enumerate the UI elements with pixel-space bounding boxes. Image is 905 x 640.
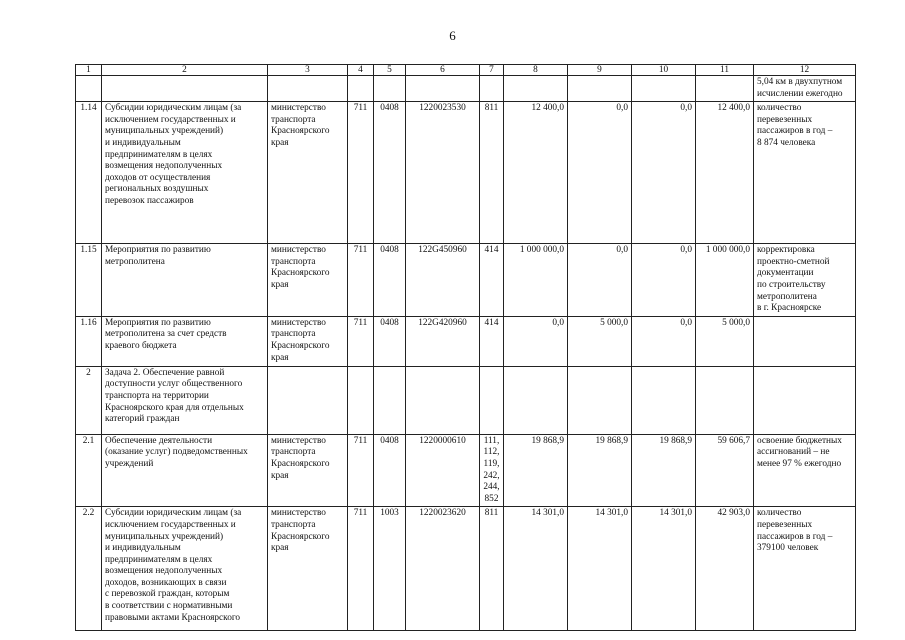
- cell-total: 12 400,0: [696, 102, 754, 244]
- cell-name: [102, 316, 268, 366]
- text-line: транспорта: [271, 519, 316, 530]
- text-line: с перевозкой граждан, которым: [105, 589, 230, 600]
- cell: [102, 76, 268, 102]
- text-line: Красноярского: [271, 458, 330, 469]
- table-row: [76, 244, 856, 317]
- text-line: исчислении ежегодно: [757, 88, 843, 99]
- cell-result: [754, 76, 856, 102]
- text-line: учреждений: [105, 458, 154, 469]
- text-line: 111,: [483, 435, 500, 446]
- cell-total: [696, 366, 754, 434]
- cell-result: [754, 366, 856, 434]
- table-row: [76, 316, 856, 366]
- text-line: метрополитена: [105, 256, 165, 267]
- cell-y2: 5 000,0: [568, 316, 632, 366]
- col-header: 6: [406, 65, 480, 76]
- cell-num: 2.1: [76, 434, 102, 507]
- cell: [568, 76, 632, 102]
- text-line: краевого бюджета: [105, 340, 177, 351]
- cell-y3: 0,0: [632, 102, 696, 244]
- cell-grbs: 711: [348, 244, 374, 317]
- text-line: метрополитена за счет средств: [105, 329, 227, 340]
- cell-y2: 19 868,9: [568, 434, 632, 507]
- text-line: транспорта: [271, 447, 316, 458]
- cell-rzpr: 0408: [374, 244, 406, 317]
- cell-result: [754, 102, 856, 244]
- text-line: региональных воздушных: [105, 184, 209, 195]
- text-line: количество: [757, 508, 802, 519]
- cell-y1: 19 868,9: [504, 434, 568, 507]
- col-header: 3: [268, 65, 348, 76]
- cell-vr: [480, 244, 504, 317]
- text-line: 811: [484, 508, 499, 519]
- col-header: 11: [696, 65, 754, 76]
- cell-total: 59 606,7: [696, 434, 754, 507]
- cell-y3: 19 868,9: [632, 434, 696, 507]
- cell-org: [268, 434, 348, 507]
- cell: [632, 76, 696, 102]
- text-line: возмещения недополученных: [105, 566, 223, 577]
- text-line: исключением государственных и: [105, 519, 236, 530]
- cell-grbs: 711: [348, 316, 374, 366]
- text-line: исключением государственных и: [105, 114, 236, 125]
- cell-grbs: 711: [348, 102, 374, 244]
- cell-csr: 1220000610: [406, 434, 480, 507]
- col-header: 10: [632, 65, 696, 76]
- cell-y3: 0,0: [632, 244, 696, 317]
- cell-y1: [504, 366, 568, 434]
- text-line: освоение бюджетных: [757, 435, 842, 446]
- cell-vr: [480, 102, 504, 244]
- cell-total: 5 000,0: [696, 316, 754, 366]
- text-line: Красноярского: [271, 126, 330, 137]
- cell-name: [102, 507, 268, 631]
- text-line: пассажиров в год –: [757, 126, 833, 137]
- cell-csr: 122G450960: [406, 244, 480, 317]
- cell-y3: 14 301,0: [632, 507, 696, 631]
- page-number: 6: [449, 28, 456, 43]
- cell-num: 1.14: [76, 102, 102, 244]
- text-line: Мероприятия по развитию: [105, 245, 211, 256]
- cell-num: 2.2: [76, 507, 102, 631]
- cell-result: [754, 316, 856, 366]
- text-line: 852: [484, 493, 499, 504]
- text-line: документации: [757, 268, 814, 279]
- text-line: 5,04 км в двухпутном: [757, 77, 843, 87]
- text-line: количество: [757, 103, 802, 114]
- text-line: 379100 человек: [757, 543, 819, 554]
- text-line: края: [271, 352, 289, 363]
- cell-vr: [480, 434, 504, 507]
- cell-org: [268, 316, 348, 366]
- text-line: Красноярского: [271, 268, 330, 279]
- text-line: доступности услуг общественного: [105, 379, 243, 390]
- text-line: Мероприятия по развитию: [105, 317, 211, 328]
- text-line: в г. Красноярске: [757, 303, 822, 314]
- cell-name: [102, 102, 268, 244]
- cell-y2: 0,0: [568, 244, 632, 317]
- cell-rzpr: 0408: [374, 434, 406, 507]
- col-header: 8: [504, 65, 568, 76]
- text-line: транспорта: [271, 329, 316, 340]
- cell-csr: 122G420960: [406, 316, 480, 366]
- cell-vr: [480, 316, 504, 366]
- text-line: Субсидии юридическим лицам (за: [105, 103, 242, 114]
- text-line: муниципальных учреждений): [105, 531, 224, 542]
- text-line: и индивидуальным: [105, 543, 181, 554]
- column-number-row: [76, 65, 856, 76]
- text-line: предпринимателям в целях: [105, 149, 213, 160]
- cell-grbs: 711: [348, 434, 374, 507]
- cell-org: [268, 507, 348, 631]
- cell-y3: [632, 366, 696, 434]
- text-line: пассажиров в год –: [757, 531, 833, 542]
- cell-y2: 14 301,0: [568, 507, 632, 631]
- text-line: 414: [484, 317, 499, 328]
- cell-y2: 0,0: [568, 102, 632, 244]
- cell: [268, 76, 348, 102]
- cell: [348, 76, 374, 102]
- cell-grbs: 711: [348, 507, 374, 631]
- col-header: 5: [374, 65, 406, 76]
- cell: [480, 76, 504, 102]
- cell-vr: [480, 366, 504, 434]
- cell-y1: 1 000 000,0: [504, 244, 568, 317]
- cell-y1: 12 400,0: [504, 102, 568, 244]
- text-line: 244,: [483, 482, 500, 493]
- cell-y2: [568, 366, 632, 434]
- cell-vr: [480, 507, 504, 631]
- text-line: транспорта: [271, 114, 316, 125]
- cell-org: [268, 366, 348, 434]
- text-line: в соответствии с нормативными: [105, 601, 233, 612]
- text-line: возмещения недополученных: [105, 161, 223, 172]
- cell-rzpr: [374, 366, 406, 434]
- text-line: Субсидии юридическим лицам (за: [105, 508, 242, 519]
- col-header: 2: [102, 65, 268, 76]
- col-header: 9: [568, 65, 632, 76]
- text-line: перевезенных: [757, 114, 813, 125]
- cell: [504, 76, 568, 102]
- text-line: министерство: [271, 103, 326, 114]
- cell-csr: 1220023530: [406, 102, 480, 244]
- text-line: министерство: [271, 245, 326, 256]
- cell-total: 1 000 000,0: [696, 244, 754, 317]
- text-line: метрополитена: [757, 291, 817, 302]
- cell-rzpr: 1003: [374, 507, 406, 631]
- text-line: предпринимателям в целях: [105, 554, 213, 565]
- cell-num: 1.15: [76, 244, 102, 317]
- cell-csr: 1220023620: [406, 507, 480, 631]
- cell: [406, 76, 480, 102]
- text-line: категорий граждан: [105, 414, 180, 425]
- text-line: 242,: [483, 470, 500, 481]
- text-line: Задача 2. Обеспечение равной: [105, 367, 225, 378]
- cell-result: [754, 244, 856, 317]
- table-row: [76, 507, 856, 631]
- text-line: 119,: [483, 458, 500, 469]
- cell-y1: 14 301,0: [504, 507, 568, 631]
- text-line: (оказание услуг) подведомственных: [105, 447, 248, 458]
- cell-rzpr: 0408: [374, 102, 406, 244]
- cell: [374, 76, 406, 102]
- cell-total: 42 903,0: [696, 507, 754, 631]
- cell-y3: 0,0: [632, 316, 696, 366]
- cell-name: [102, 434, 268, 507]
- text-line: края: [271, 279, 289, 290]
- text-line: края: [271, 543, 289, 554]
- text-line: ассигнований – не: [757, 447, 830, 458]
- table-row: [76, 366, 856, 434]
- text-line: 112,: [483, 447, 500, 458]
- continuation-row: [76, 76, 856, 102]
- cell-name: [102, 366, 268, 434]
- cell: [76, 76, 102, 102]
- program-activities-table: [75, 64, 856, 631]
- cell-result: [754, 507, 856, 631]
- text-line: Обеспечение деятельности: [105, 435, 213, 446]
- cell-result: [754, 434, 856, 507]
- text-line: и индивидуальным: [105, 137, 181, 148]
- text-line: перевозок пассажиров: [105, 195, 194, 206]
- cell-csr: [406, 366, 480, 434]
- cell-num: 2: [76, 366, 102, 434]
- text-line: проектно-сметной: [757, 256, 830, 267]
- text-line: 414: [484, 245, 499, 256]
- cell-org: [268, 244, 348, 317]
- text-line: Красноярского края для отдельных: [105, 402, 244, 413]
- text-line: корректировка: [757, 245, 815, 256]
- cell-org: [268, 102, 348, 244]
- cell-rzpr: 0408: [374, 316, 406, 366]
- cell-name: [102, 244, 268, 317]
- table-row: [76, 434, 856, 507]
- text-line: доходов, возникающих в связи: [105, 577, 227, 588]
- text-line: министерство: [271, 317, 326, 328]
- text-line: министерство: [271, 508, 326, 519]
- col-header: 1: [76, 65, 102, 76]
- cell-num: 1.16: [76, 316, 102, 366]
- text-line: Красноярского: [271, 531, 330, 542]
- cell-y1: 0,0: [504, 316, 568, 366]
- text-line: доходов от осуществления: [105, 172, 211, 183]
- col-header: 4: [348, 65, 374, 76]
- text-line: края: [271, 470, 289, 481]
- text-line: 8 874 человека: [757, 137, 816, 148]
- text-line: транспорта на территории: [105, 390, 209, 401]
- table-row: [76, 102, 856, 244]
- text-line: перевезенных: [757, 519, 813, 530]
- cell-grbs: [348, 366, 374, 434]
- text-line: 811: [484, 103, 499, 114]
- text-line: края: [271, 137, 289, 148]
- col-header: 12: [754, 65, 856, 76]
- cell: [696, 76, 754, 102]
- text-line: по строительству: [757, 279, 826, 290]
- text-line: Красноярского: [271, 340, 330, 351]
- text-line: транспорта: [271, 256, 316, 267]
- text-line: министерство: [271, 435, 326, 446]
- text-line: правовыми актами Красноярского: [105, 612, 241, 623]
- text-line: менее 97 % ежегодно: [757, 458, 842, 469]
- col-header: 7: [480, 65, 504, 76]
- text-line: муниципальных учреждений): [105, 126, 224, 137]
